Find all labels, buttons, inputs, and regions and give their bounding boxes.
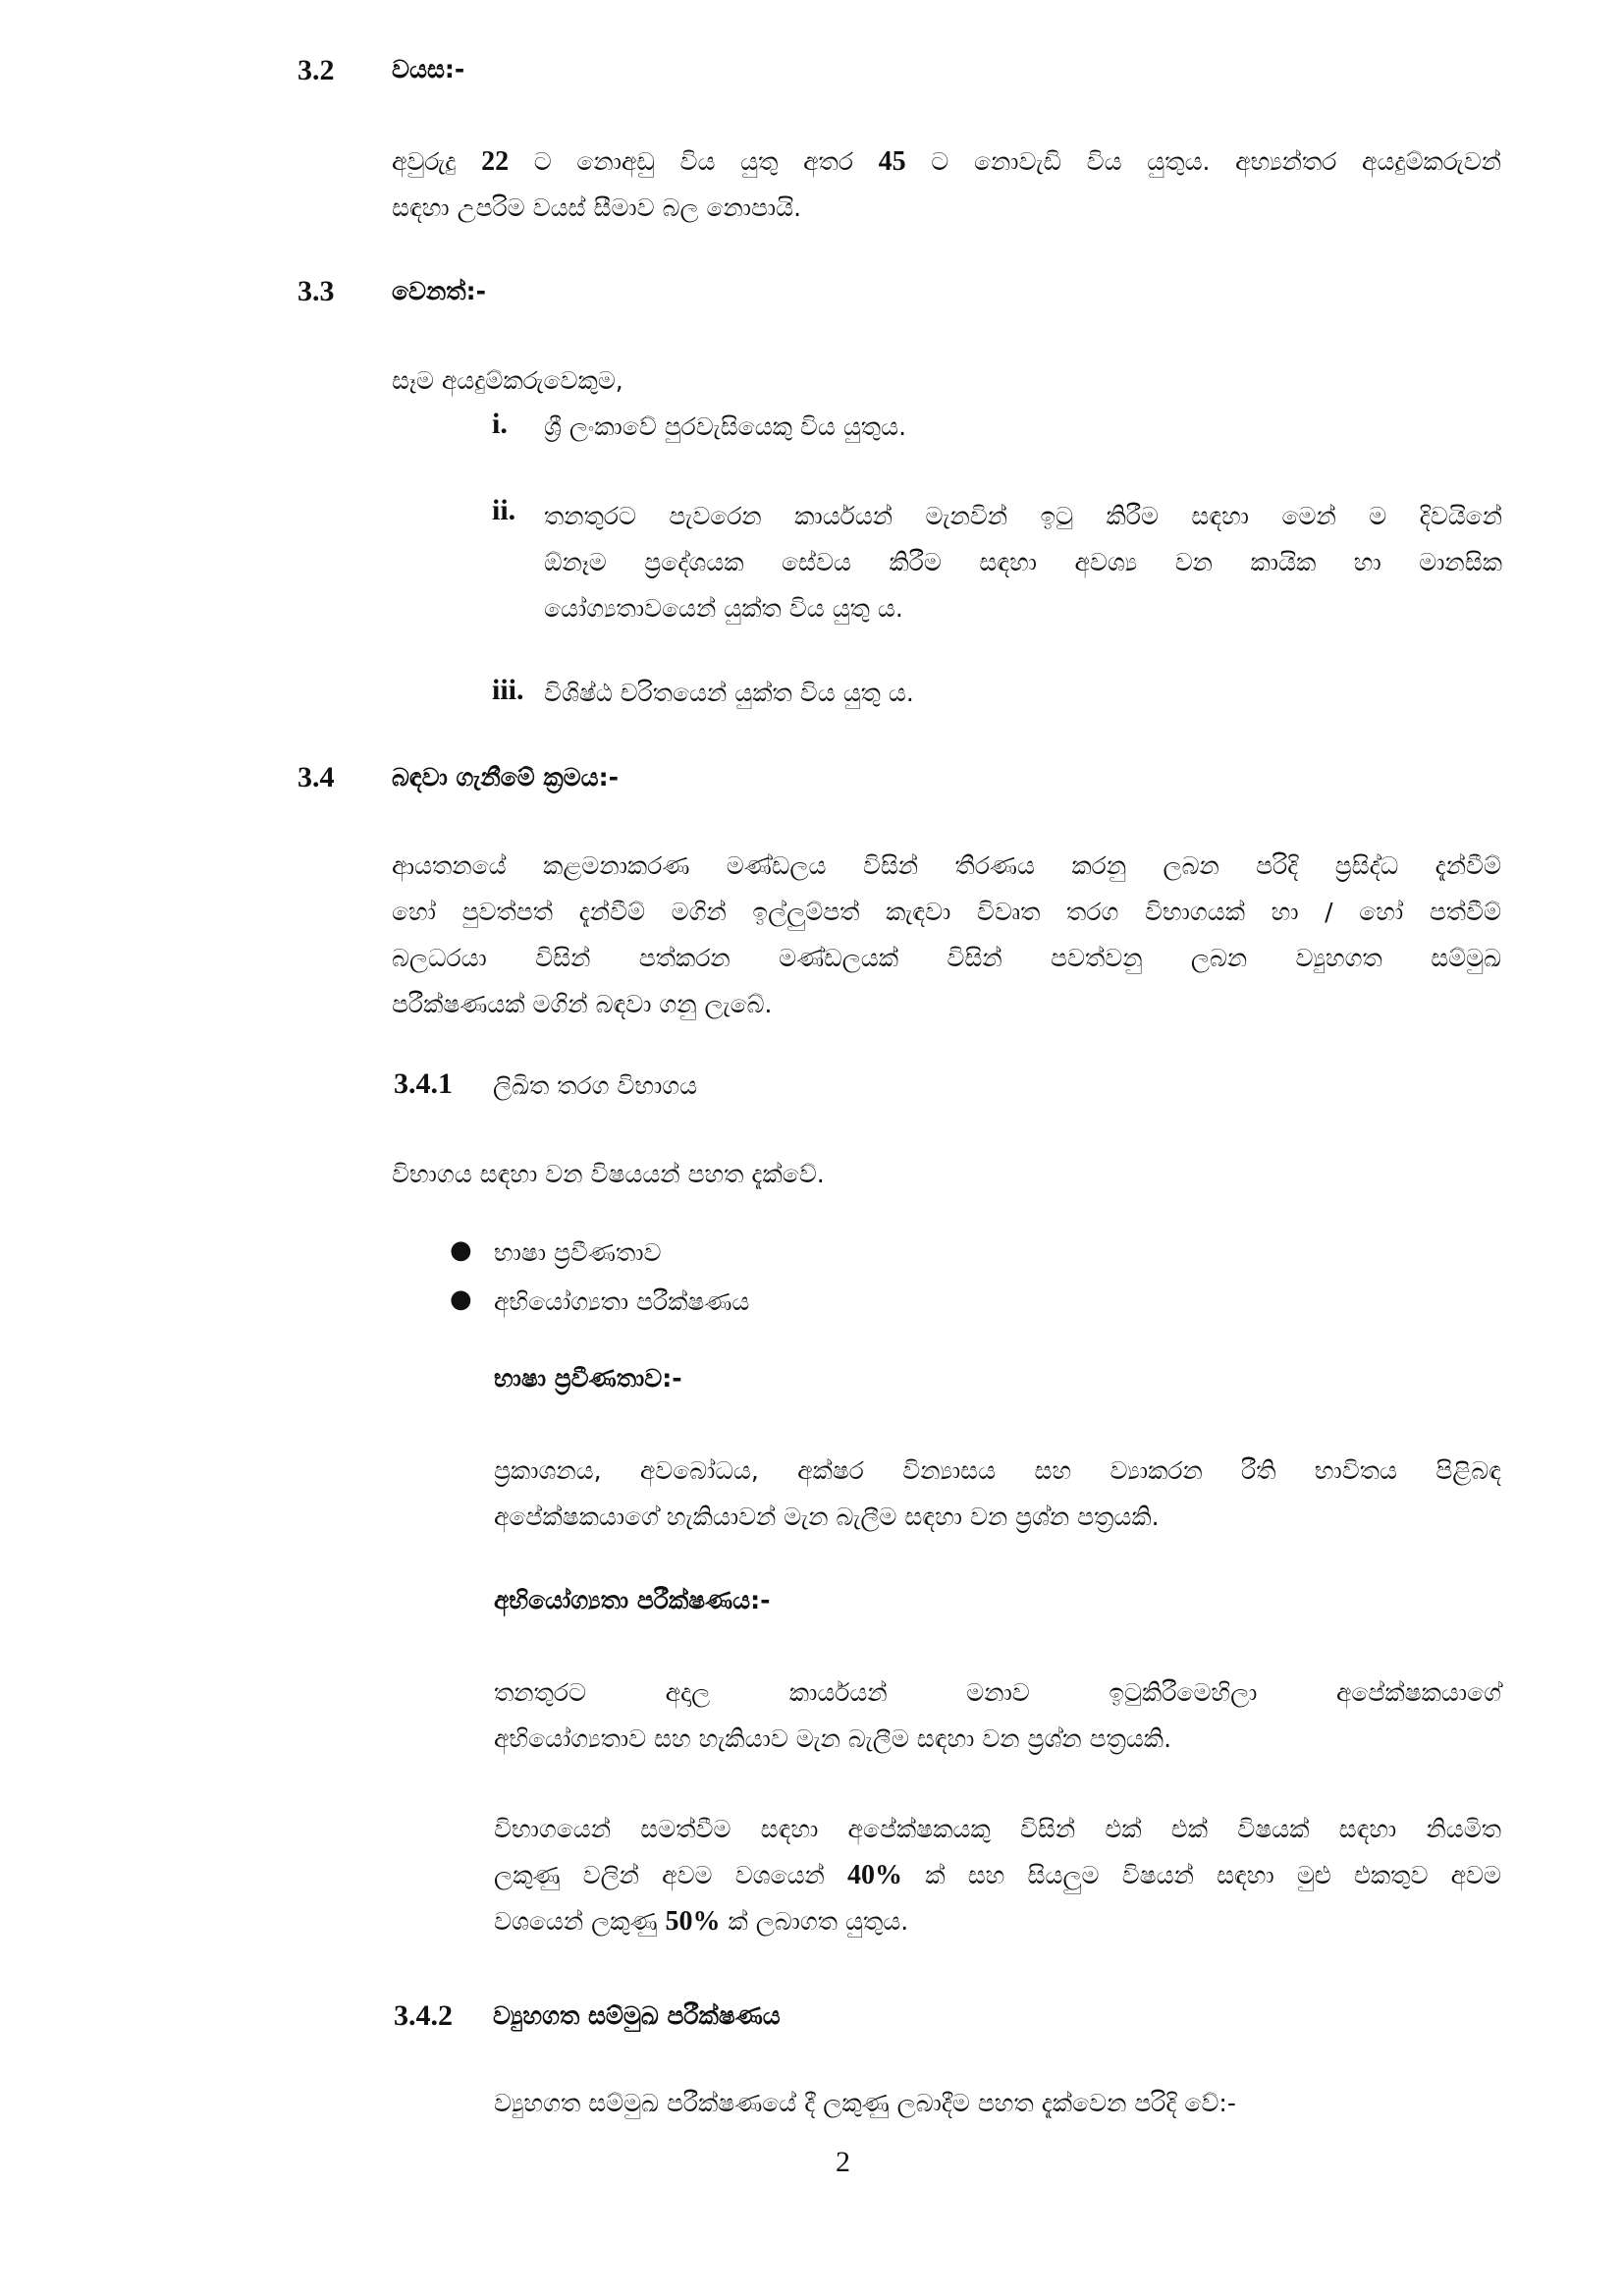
section-3-2-line-2: සඳහා උපරිම වයස් සීමාව බල නොපායි.	[392, 193, 802, 222]
section-3-4-1-intro: විභාගය සඳහා වන විෂයයන් පහත දැක්වේ.	[392, 1160, 825, 1188]
section-3-2-line-1: අවුරුදු 22 ට නොඅඩු විය යුතු අතර 45 ට නොවැඩි විය යුතුය. අභ්‍යන්තර අයදුම්කරුවන්	[392, 146, 1501, 177]
section-3-4-para-line-4: පරීක්ෂණයක් මගින් බඳවා ගනු ලැබේ.	[392, 990, 773, 1018]
bullet-item-1: භාෂා ප්‍රවීණතාව	[494, 1238, 662, 1267]
language-proficiency-line-1: ප්‍රකාශනය, අවබෝධය, අක්ෂර වින්‍යාසය සහ ව්‍යාකරන රීති භාවිතය පිළිබඳ	[494, 1456, 1501, 1485]
pass-criteria-line-3: වශයෙන් ලකුණු 50% ක් ලබාගත යුතුය.	[494, 1906, 909, 1937]
list-item-ii-line-3: යෝග්‍යතාවයෙන් යුක්ත විය යුතු ය.	[544, 594, 903, 623]
section-3-2-title: වයස:-	[392, 55, 465, 83]
aptitude-test-line-2: අභියෝග්‍යතාව සහ හැකියාව මැන බැලීම සඳහා වන ප්‍රශ්න පත්‍රයකි.	[494, 1724, 1172, 1753]
section-3-3-number: 3.3	[298, 275, 335, 307]
list-item-iii: විශිෂ්ඨ චරිතයෙන් යුක්ත විය යුතු ය.	[544, 679, 914, 707]
section-3-4-para-line-3: බලධරයා විසින් පත්කරන මණ්ඩලයක් විසින් පවත්වනු ලබන ව්‍යුහගත සම්මුඛ	[392, 944, 1501, 972]
section-3-4-2-intro: ව්‍යුහගත සම්මුඛ පරීක්ෂණයේ දී ලකුණු ලබාදීම පහත දැක්වෙන පරිදි වේ:-	[494, 2089, 1236, 2117]
section-3-4-para-line-2: හෝ පුවත්පත් දැන්වීම් මගින් ඉල්ලුම්පත් කැඳවා විවෘත තරග විභාගයක් හා / හෝ පත්වීම්	[392, 898, 1501, 926]
pass-criteria-line-2: ලකුණු වලින් අවම වශයෙන් 40% ක් සහ සියලුම විෂයන් සඳහා මුළු එකතුව අවම	[494, 1860, 1501, 1890]
section-3-4-para-line-1: ආයතනයේ කළමනාකරණ මණ්ඩලය විසින් තීරණය කරනු ලබන පරිදි ප්‍රසිද්ධ දැන්වීම්	[392, 851, 1501, 880]
section-3-4-1-number: 3.4.1	[394, 1067, 453, 1100]
language-proficiency-line-2: අපේක්ෂකයාගේ හැකියාවන් මැන බැලීම සඳහා වන ප්‍රශ්න පත්‍රයකි.	[494, 1503, 1160, 1531]
subheading-language-proficiency: භාෂා ප්‍රවීණතාව:-	[494, 1364, 682, 1393]
list-item-i: ශ්‍රී ලංකාවේ පුරවැසියෙකු විය යුතුය.	[544, 412, 907, 441]
list-item-ii-line-2: ඕනෑම ප්‍රදේශයක සේවය කිරීම සඳහා අවශ්‍ය වන කායික හා මානසික	[544, 548, 1502, 576]
pass-criteria-line-1: විභාගයෙන් සමත්වීම සඳහා අපේක්ෂකයකු විසින් එක් එක් විෂයක් සඳහා නියමිත	[494, 1815, 1501, 1843]
section-3-3-intro: සෑම අයදුම්කරුවෙකුම,	[392, 366, 623, 395]
section-3-3-title: වෙනත්:-	[392, 277, 486, 305]
subheading-aptitude-test: අභියෝග්‍යතා පරීක්ෂණය:-	[494, 1586, 771, 1614]
list-marker-ii: ii.	[492, 494, 516, 526]
section-3-4-title: බඳවා ගැනීමේ ක්‍රමය:-	[392, 763, 620, 792]
list-item-ii-line-1: තනතුරට පැවරෙන කාර්යයන් මැනවින් ඉටු කිරීම සඳහා මෙන් ම දිවයිනේ	[544, 502, 1502, 530]
section-3-4-2-title: ව්‍යුහගත සම්මුඛ පරීක්ෂණය	[493, 2001, 781, 2030]
section-3-2-number: 3.2	[298, 54, 335, 86]
aptitude-test-line-1: තනතුරට අදාල කාර්යයන් මනාව ඉටුකිරීමෙහිලා අපේක්ෂකයාගේ	[494, 1678, 1501, 1707]
list-marker-iii: iii.	[492, 674, 524, 706]
bullet-item-2: අභියෝග්‍යතා පරීක්ෂණය	[494, 1287, 750, 1316]
bullet-icon: ●	[450, 1235, 472, 1265]
section-3-4-number: 3.4	[298, 761, 335, 793]
section-3-4-2-number: 3.4.2	[394, 1999, 453, 2032]
list-marker-i: i.	[492, 408, 508, 440]
section-3-4-1-title: ලිඛිත තරග විභාගය	[493, 1071, 698, 1100]
bullet-icon: ●	[450, 1285, 472, 1314]
page-number: 2	[836, 2146, 850, 2178]
